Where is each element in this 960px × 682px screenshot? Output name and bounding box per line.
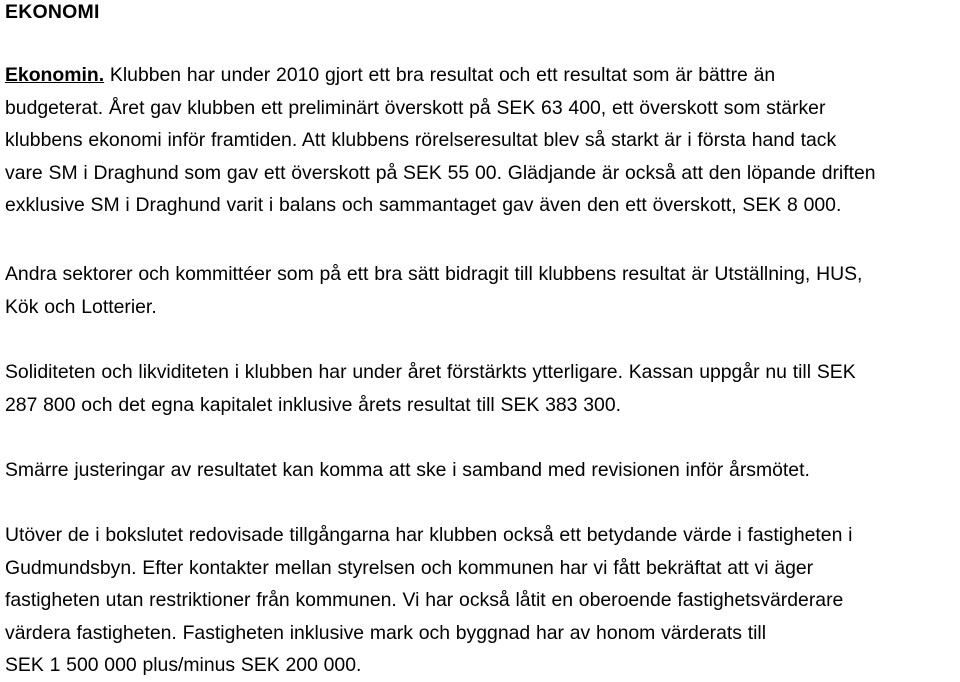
- paragraph-line: Andra sektorer och kommittéer som på ett bra sätt bidragit till klubbens resultat är Utställning, HUS,: [5, 263, 863, 285]
- paragraph-line: vare SM i Draghund som gav ett överskott på SEK 55 00. Glädjande är också att den löpande driften: [5, 161, 876, 184]
- paragraph-line: budgeterat. Året gav klubben ett preliminärt överskott på SEK 63 400, ett överskott som stärker: [5, 96, 826, 119]
- paragraph-economy-summary: [5, 59, 957, 222]
- paragraph-line: Gudmundsbyn. Efter kontakter mellan styrelsen och kommunen har vi fått bekräftat att vi äger: [5, 556, 814, 579]
- paragraph-sectors: [5, 258, 957, 323]
- paragraph-line: fastigheten utan restriktioner från kommunen. Vi har också låtit en oberoende fastighetsvärderare: [5, 589, 844, 611]
- paragraph-line: Soliditeten och likviditeten i klubben har under året förstärkts ytterligare. Kassan uppgår nu till SEK: [5, 361, 856, 383]
- paragraph-line: Kök och Lotterier.: [5, 295, 157, 318]
- paragraph-adjustments: [5, 454, 957, 487]
- economy-link[interactable]: Ekonomin.: [5, 64, 105, 86]
- paragraph-property: [5, 519, 957, 682]
- paragraph-line: exklusive SM i Draghund varit i balans och sammantaget gav även den ett överskott, SEK 8 000.: [5, 194, 842, 216]
- paragraph-solidity: [5, 356, 957, 421]
- paragraph-line: [5, 59, 957, 92]
- paragraph-line: Utöver de i bokslutet redovisade tillgångarna har klubben också ett betydande värde i fastigheten i: [5, 524, 853, 546]
- paragraph-line: värdera fastigheten. Fastigheten inklusive mark och byggnad har av honom värderats till: [5, 621, 767, 644]
- line-text: Klubben har under 2010 gjort ett bra resultat och ett resultat som är bättre än: [104, 64, 776, 86]
- paragraph-line: 287 800 och det egna kapitalet inklusive årets resultat till SEK 383 300.: [5, 393, 621, 416]
- paragraph-line: Smärre justeringar av resultatet kan komma att ske i samband med revisionen inför årsmötet.: [5, 459, 810, 481]
- section-heading: EKONOMI: [5, 1, 100, 23]
- document-page: [5, 0, 957, 676]
- paragraph-line: klubbens ekonomi inför framtiden. Att klubbens rörelseresultat blev så starkt är i första hand tack: [5, 129, 837, 151]
- paragraph-line: SEK 1 500 000 plus/minus SEK 200 000.: [5, 654, 362, 676]
